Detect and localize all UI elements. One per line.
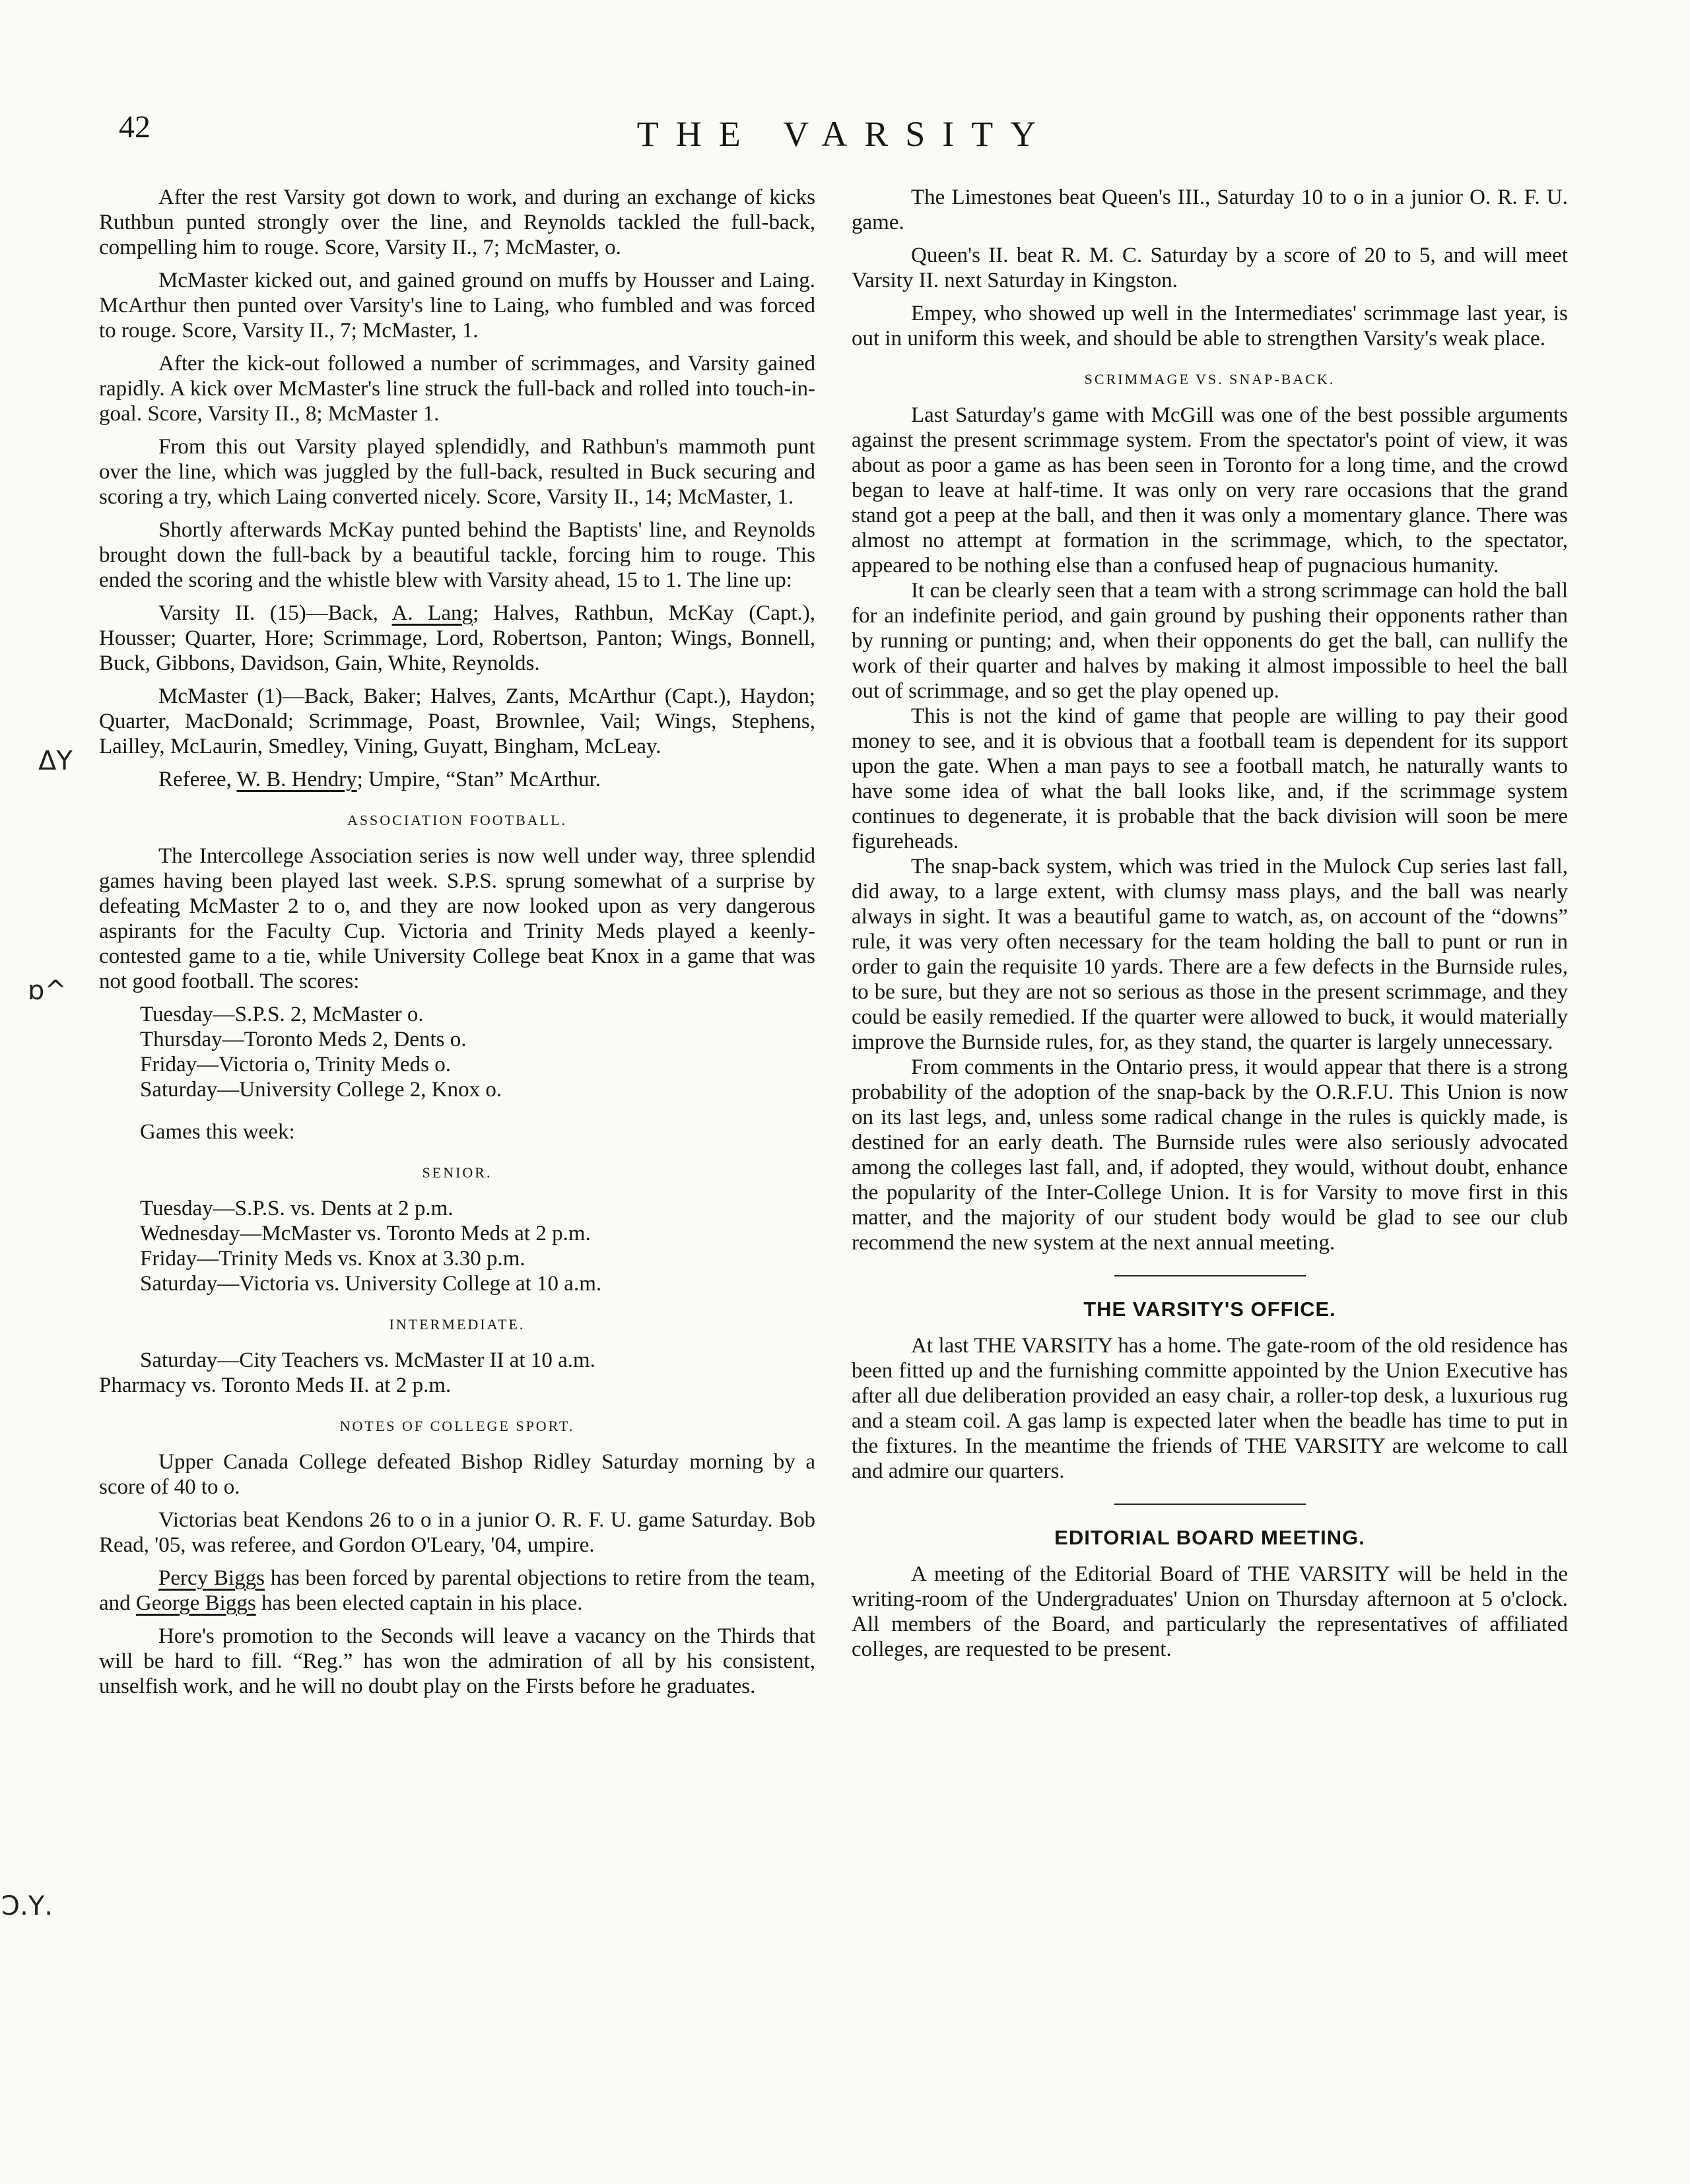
paragraph: This is not the kind of game that people are willing to pay their good money to see, and it is obvious that a football team is dependent for its support upon the gate. When a man pays to see a football match, he naturally wants to have some idea of what the ball looks like, and, if the scrimmage system continues to degenerate, it is probable that the back division will soon be mere figureheads.: [852, 704, 1568, 853]
left-column: [99, 185, 815, 1707]
paragraph: A meeting of the Editorial Board of THE VARSITY will be held in the writing-room of the Undergraduates' Union on Thursday afternoon at 5 o'clock. All members of the Board, and particularly the representatives of affiliated colleges, are requested to be present.: [852, 1562, 1568, 1661]
section-heading-intermediate: INTERMEDIATE.: [389, 1316, 525, 1333]
underlined-name: Percy Biggs: [158, 1566, 265, 1590]
paragraph: Victorias beat Kendons 26 to o in a junior O. R. F. U. game Saturday. Bob Read, '05, was referee, and Gordon O'Leary, '04, umpire.: [99, 1508, 815, 1557]
underlined-name: A. Lang: [391, 601, 473, 625]
paragraph: McMaster kicked out, and gained ground on muffs by Housser and Laing. McArthur then punted over Varsity's line to Laing, who fumbled and was forced to rouge. Score, Varsity II., 7; McMaster, 1.: [99, 269, 815, 343]
lineup-varsity: [99, 601, 815, 676]
paragraph: Empey, who showed up well in the Intermediates' scrimmage last year, is out in uniform this week, and should be able to strengthen Varsity's weak place.: [852, 302, 1568, 350]
underlined-name: George Biggs: [135, 1591, 256, 1615]
section-heading-office: THE VARSITY'S OFFICE.: [1083, 1298, 1336, 1321]
divider: [1114, 1275, 1306, 1276]
games-label: Games this week:: [140, 1120, 295, 1144]
section-heading-scrimmage: SCRIMMAGE VS. SNAP-BACK.: [1084, 371, 1335, 387]
paragraph: Last Saturday's game with McGill was one of the best possible arguments against the present scrimmage system. From the spectator's point of view, it was about as poor a game as has been seen in Toronto for a long time, and the crowd began to leave at half-time. It was only on very rare occasions that the grand stand got a peep at the ball, and then it was only a momentary glance. There was almost no attempt at formation in the scrimmage, which, to the spectator, appeared to be nothing else than a confused heap of pugnacious humanity.: [852, 403, 1568, 578]
scores-list: [99, 1002, 815, 1102]
paragraph: At last THE VARSITY has a home. The gate-room of the old residence has been fitted up and the furnishing committe appointed by the Union Executive has after all due deliberation provided an easy chair, a roller-top desk, a luxurious rug and a steam coil. A gas lamp is expected later when the beadle has time to put in the fixtures. In the meantime the friends of THE VARSITY are welcome to call and admire our quarters.: [852, 1334, 1568, 1483]
paragraph: It can be clearly seen that a team with a strong scrimmage can hold the ball for an indefinite period, and gain ground by pushing their opponents rather than by running or punting; and, when their opponents do get the ball, can nullify the work of their quarter and halves by making it almost impossible to heel the ball out of scrimmage, and so get the play opened up.: [852, 579, 1568, 703]
paragraph: The Intercollege Association series is now well under way, three splendid games having been played last week. S.P.S. sprung somewhat of a surprise by defeating McMaster 2 to o, and they are now looked upon as very dangerous aspirants for the Faculty Cup. Victoria and Trinity Meds played a keenly-contested game to a tie, while University College beat Knox in a game that was not good football. The scores:: [99, 844, 815, 993]
lineup-mcmaster: McMaster (1)—Back, Baker; Halves, Zants, McArthur (Capt.), Haydon; Quarter, MacDonald; Scrimmage, Poast, Brownlee, Vail; Wings, Stephens, Lailley, McLaurin, Smedley, Vining, Guyatt, Bingham, McLeay.: [99, 684, 815, 758]
right-column: [852, 185, 1568, 1662]
paragraph: After the kick-out followed a number of scrimmages, and Varsity gained rapidly. A kick over McMaster's line struck the full-back and rolled into touch-in-goal. Score, Varsity II., 8; McMaster 1.: [99, 352, 815, 426]
list-item: Saturday—University College 2, Knox o.: [140, 1078, 502, 1102]
referee-text: ; Umpire, “Stan” McArthur.: [356, 768, 601, 791]
lineup-text: Varsity II. (15)—Back,: [158, 601, 378, 625]
paragraph: From this out Varsity played splendidly, and Rathbun's mammoth punt over the line, which was juggled by the full-back, resulted in Buck securing and scoring a try, which Laing converted nicely. Score, Varsity II., 14; McMaster, 1.: [99, 435, 815, 509]
page-number: 42: [119, 110, 151, 145]
paragraph: The Limestones beat Queen's III., Saturday 10 to o in a junior O. R. F. U. game.: [852, 185, 1568, 234]
paragraph: Hore's promotion to the Seconds will leave a vacancy on the Thirds that will be hard to fill. “Reg.” has won the admiration of all by his consistent, unselfish work, and he will no doubt play on the Firsts before he graduates.: [99, 1624, 815, 1698]
senior-list: [99, 1196, 815, 1296]
underlined-name: W. B. Hendry: [236, 768, 357, 791]
margin-mark-2: ɒ^: [28, 976, 67, 1006]
divider: [1114, 1504, 1306, 1505]
margin-mark-1: ΔΥ: [38, 746, 73, 776]
note-text: has been forced by parental objections to retire from the team, and: [99, 1566, 815, 1615]
list-item: Tuesday—S.P.S. vs. Dents at 2 p.m.: [140, 1197, 454, 1220]
paragraph: Shortly afterwards McKay punted behind the Baptists' line, and Reynolds brought down the full-back by a beautiful tackle, forcing him to rouge. This ended the scoring and the whistle blew with Varsity ahead, 15 to 1. The line up:: [99, 518, 815, 592]
list-item: Friday—Trinity Meds vs. Knox at 3.30 p.m.: [140, 1247, 525, 1271]
paragraph: Queen's II. beat R. M. C. Saturday by a score of 20 to 5, and will meet Varsity II. next Saturday in Kingston.: [852, 244, 1568, 292]
section-heading-notes: NOTES OF COLLEGE SPORT.: [339, 1418, 575, 1434]
paragraph: [99, 1566, 815, 1616]
list-item: Wednesday—McMaster vs. Toronto Meds at 2 p.m.: [140, 1222, 591, 1245]
intermediate-list: [99, 1348, 815, 1398]
paragraph: After the rest Varsity got down to work, and during an exchange of kicks Ruthbun punted strongly over the line, and Reynolds tackled the full-back, compelling him to rouge. Score, Varsity II., 7; McMaster, o.: [99, 185, 815, 259]
section-heading-association: ASSOCIATION FOOTBALL.: [347, 812, 568, 828]
masthead: THE VARSITY: [636, 114, 1054, 154]
list-item: Friday—Victoria o, Trinity Meds o.: [140, 1053, 452, 1076]
note-text: has been elected captain in his place.: [255, 1591, 583, 1615]
section-heading-senior: SENIOR.: [422, 1164, 492, 1181]
list-item: Thursday—Toronto Meds 2, Dents o.: [140, 1028, 467, 1051]
section-heading-editorial-board: EDITORIAL BOARD MEETING.: [1054, 1526, 1365, 1549]
referee-line: [99, 767, 815, 792]
lineup-text: ; Halves, Rathbun, McKay (Capt.), Housser; Quarter, Hore; Scrimmage, Lord, Robertson, Panton; Wings, Bonnell, Buck, Gibbons, Davidson, Gain, White, Reynolds.: [99, 601, 815, 675]
referee-text: Referee,: [158, 768, 232, 791]
list-item: Pharmacy vs. Toronto Meds II. at 2 p.m.: [99, 1373, 452, 1397]
paragraph: The snap-back system, which was tried in the Mulock Cup series last fall, did away, to a large extent, with clumsy mass plays, and the ball was nearly always in sight. It was a beautiful game to watch, as, on account of the “downs” rule, it was very often necessary for the team holding the ball to punt or run in order to gain the requisite 10 yards. There are a few defects in the Burnside rules, to be sure, but they are not so serious as those in the present scrimmage, and they could be easily remedied. If the quarter were allowed to buck, it would materially improve the Burnside rules, for, as they stand, the quarter is largely unnecessary.: [852, 855, 1568, 1054]
paragraph: Upper Canada College defeated Bishop Ridley Saturday morning by a score of 40 to o.: [99, 1450, 815, 1499]
paragraph: From comments in the Ontario press, it would appear that there is a strong probability of the adoption of the snap-back by the O.R.F.U. This Union is now on its last legs, and, unless some radical change in the rules is quickly made, is destined for an early death. The Burnside rules were also seriously advocated among the colleges last fall, and, if adopted, they would, without doubt, enhance the popularity of the Inter-College Union. It is for Varsity to move first in this matter, and the majority of our student body would be glad to see our club recommend the new system at the next annual meeting.: [852, 1055, 1568, 1255]
list-item: Tuesday—S.P.S. 2, McMaster o.: [140, 1003, 424, 1026]
margin-mark-3: Ↄ.Υ.: [1, 1891, 53, 1921]
list-item: Saturday—City Teachers vs. McMaster II at 10 a.m.: [140, 1348, 595, 1372]
list-item: Saturday—Victoria vs. University College at 10 a.m.: [140, 1272, 602, 1296]
